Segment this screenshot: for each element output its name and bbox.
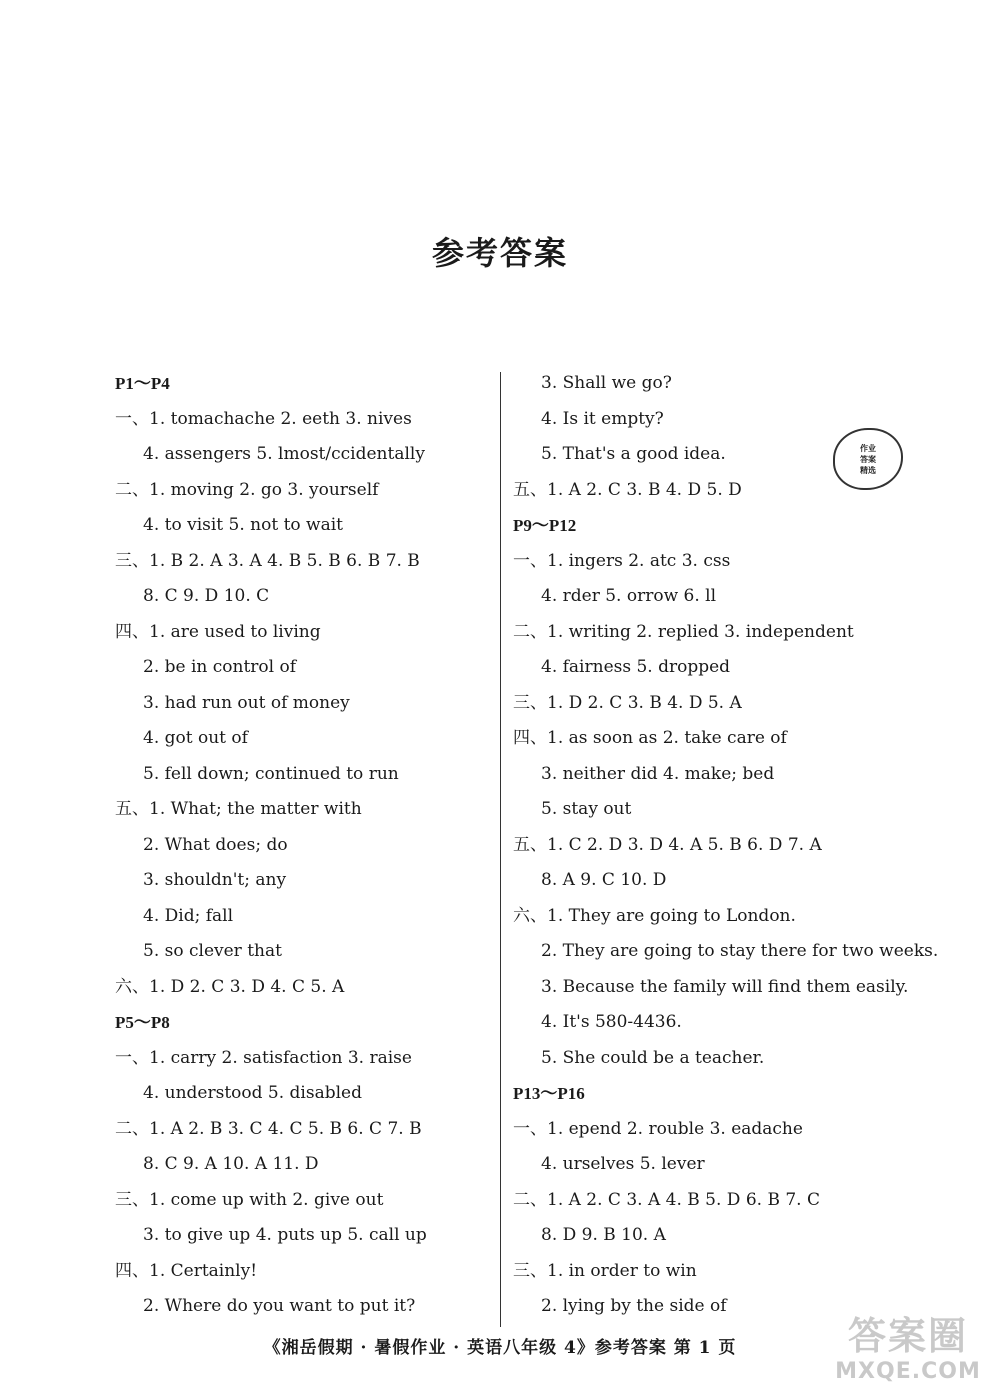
answer-line: 3. to give up 4. puts up 5. call up <box>143 1225 427 1245</box>
answer-line: 四、1. Certainly! <box>115 1260 258 1281</box>
stamp-text: 作业 <box>860 443 876 453</box>
answer-line: 8. A 9. C 10. D <box>541 870 667 890</box>
answer-line: 5. so clever that <box>143 941 282 961</box>
answer-line: 一、1. carry 2. satisfaction 3. raise <box>115 1047 412 1068</box>
answer-line: 二、1. A 2. B 3. C 4. C 5. B 6. C 7. B <box>115 1118 422 1139</box>
section-heading: P13～P16 <box>513 1084 585 1103</box>
answer-line: 二、1. writing 2. replied 3. independent <box>513 621 854 642</box>
answer-line: 六、1. D 2. C 3. D 4. C 5. A <box>115 976 345 997</box>
answer-line: 六、1. They are going to London. <box>513 905 796 926</box>
answer-line: 一、1. ingers 2. atc 3. css <box>513 550 731 571</box>
answer-line: 2. lying by the side of <box>541 1296 727 1316</box>
answer-line: 2. Where do you want to put it? <box>143 1296 416 1316</box>
answer-line: 4. Did; fall <box>143 905 234 926</box>
section-heading: P1～P4 <box>115 374 170 393</box>
answer-line: 4. It's 580-4436. <box>541 1012 682 1032</box>
answer-line: 四、1. are used to living <box>115 621 321 642</box>
answer-line: 4. fairness 5. dropped <box>541 657 731 677</box>
answer-line: 5. stay out <box>541 799 632 819</box>
answer-line: 五、1. C 2. D 3. D 4. A 5. B 6. D 7. A <box>513 834 822 855</box>
answer-line: 5. fell down; continued to run <box>143 763 399 784</box>
answer-line: 2. They are going to stay there for two weeks. <box>541 941 939 961</box>
answer-line: 3. shouldn't; any <box>143 870 287 890</box>
answer-line: 8. C 9. A 10. A 11. D <box>143 1154 319 1174</box>
section-heading: P9～P12 <box>513 516 577 535</box>
watermark-logo <box>823 1313 993 1395</box>
answer-line: 4. understood 5. disabled <box>143 1083 362 1103</box>
answer-line: 三、1. B 2. A 3. A 4. B 5. B 6. B 7. B <box>115 550 420 571</box>
answer-line: 一、1. tomachache 2. eeth 3. nives <box>115 408 412 429</box>
answer-column-right <box>513 366 939 1325</box>
answer-line: 三、1. D 2. C 3. B 4. D 5. A <box>513 692 742 713</box>
answer-line: 5. She could be a teacher. <box>541 1047 765 1068</box>
answer-line: 4. got out of <box>143 728 248 748</box>
answer-line: 4. urselves 5. lever <box>541 1154 705 1174</box>
answer-line: 4. assengers 5. lmost/ccidentally <box>143 444 425 464</box>
stamp-text: 答案 <box>860 454 876 464</box>
answer-line: 3. Shall we go? <box>541 373 672 393</box>
column-divider <box>500 372 501 1327</box>
section-heading: P5～P8 <box>115 1013 170 1032</box>
answer-line: 2. be in control of <box>143 657 297 677</box>
answer-line: 一、1. epend 2. rouble 3. eadache <box>513 1118 803 1139</box>
answer-line: 五、1. A 2. C 3. B 4. D 5. D <box>513 479 742 500</box>
answer-line: 3. had run out of money <box>143 692 350 713</box>
answer-line: 5. That's a good idea. <box>541 444 726 464</box>
answer-line: 8. C 9. D 10. C <box>143 586 270 606</box>
answer-line: 3. neither did 4. make; bed <box>541 763 775 784</box>
answer-line: 8. D 9. B 10. A <box>541 1225 666 1245</box>
stamp-text: 精选 <box>860 465 876 475</box>
answer-line: 4. Is it empty? <box>541 408 664 429</box>
answer-line: 三、1. come up with 2. give out <box>115 1189 384 1210</box>
answer-line: 三、1. in order to win <box>513 1260 697 1281</box>
watermark-text: 答案圈 <box>847 1314 968 1358</box>
answer-column-left <box>115 366 495 1325</box>
watermark-url: MXQE.COM <box>835 1359 981 1384</box>
answer-line: 五、1. What; the matter with <box>115 799 362 819</box>
answer-line: 3. Because the family will find them easily. <box>541 976 909 997</box>
answer-line: 四、1. as soon as 2. take care of <box>513 728 787 748</box>
answer-line: 2. What does; do <box>143 834 288 855</box>
answer-line: 4. to visit 5. not to wait <box>143 515 343 535</box>
answer-line: 二、1. A 2. C 3. A 4. B 5. D 6. B 7. C <box>513 1189 820 1210</box>
answer-line: 4. rder 5. orrow 6. ll <box>541 586 717 606</box>
page-footer: 《湘岳假期 · 暑假作业 · 英语八年级 4》参考答案 第 1 页 <box>263 1338 737 1358</box>
page-title: 参考答案 <box>431 234 568 272</box>
answer-line: 二、1. moving 2. go 3. yourself <box>115 479 379 500</box>
